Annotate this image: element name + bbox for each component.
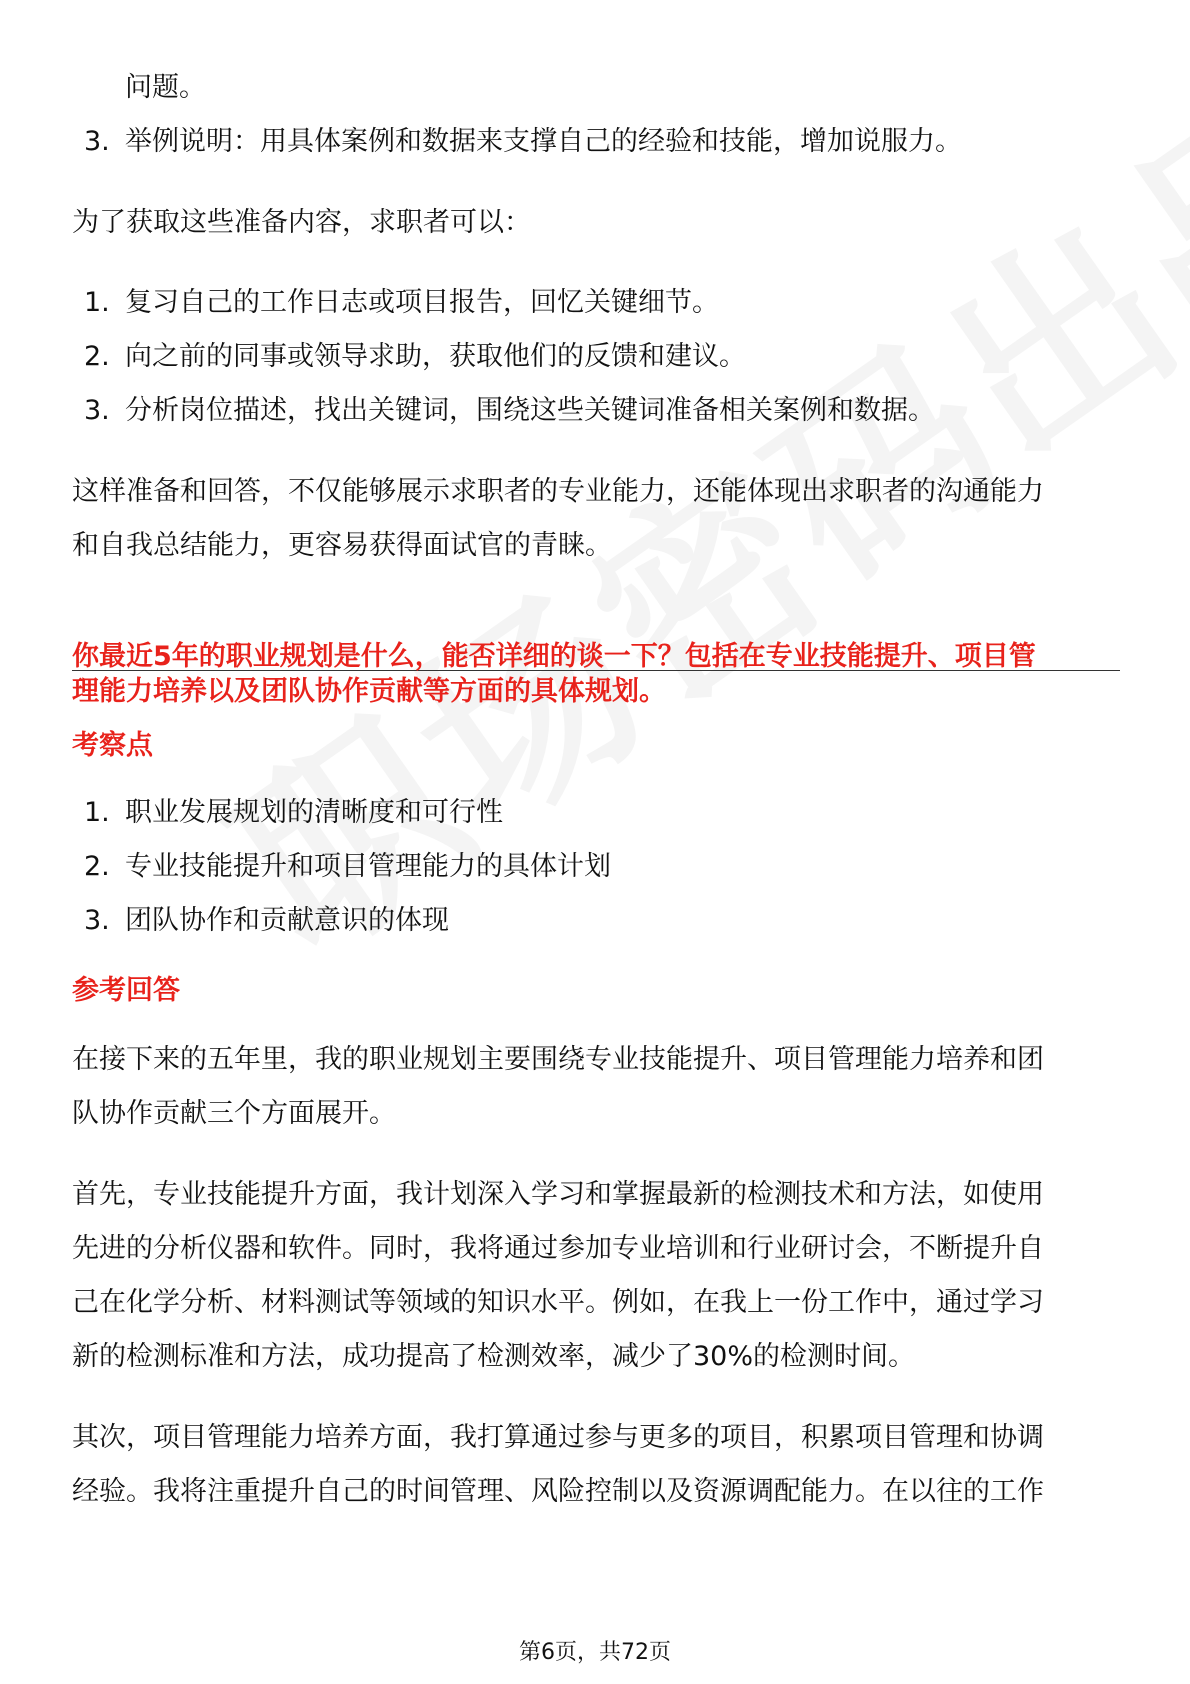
- list-number: 1.: [84, 287, 110, 318]
- list-item: [84, 124, 962, 160]
- paragraph-line: 新的检测标准和方法，成功提高了检测效率，减少了30%的检测时间。: [72, 1341, 916, 1372]
- list-item: [84, 795, 503, 831]
- list-item: [84, 849, 611, 885]
- list-number: 3.: [84, 395, 110, 426]
- paragraph-line: 先进的分析仪器和软件。同时，我将通过参加专业培训和行业研讨会，不断提升自: [72, 1233, 1044, 1264]
- list-number: 1.: [84, 797, 110, 828]
- paragraph-line: 这样准备和回答，不仅能够展示求职者的专业能力，还能体现出求职者的沟通能力: [72, 476, 1044, 507]
- answer-heading: 参考回答: [72, 975, 180, 1006]
- question-title: 理能力培养以及团队协作贡献等方面的具体规划。: [72, 676, 666, 707]
- list-item: [84, 393, 935, 429]
- paragraph-line: 己在化学分析、材料测试等领域的知识水平。例如，在我上一份工作中，通过学习: [72, 1287, 1044, 1318]
- continuation-text: 问题。: [125, 72, 206, 103]
- question-title: 你最近5年的职业规划是什么，能否详细的谈一下？包括在专业技能提升、项目管: [72, 641, 1036, 672]
- paragraph-line: 和自我总结能力，更容易获得面试官的青睐。: [72, 530, 612, 561]
- page-number: 第6页，共72页: [519, 1640, 671, 1665]
- list-item: [84, 903, 449, 939]
- list-text: 分析岗位描述，找出关键词，围绕这些关键词准备相关案例和数据。: [125, 395, 935, 426]
- check-points-heading: 考察点: [72, 730, 153, 761]
- paragraph-line: 队协作贡献三个方面展开。: [72, 1098, 396, 1129]
- paragraph-line: 其次，项目管理能力培养方面，我打算通过参与更多的项目，积累项目管理和协调: [72, 1422, 1044, 1453]
- list-item: [84, 339, 746, 375]
- paragraph-line: 首先，专业技能提升方面，我计划深入学习和掌握最新的检测技术和方法，如使用: [72, 1179, 1044, 1210]
- list-number: 2.: [84, 851, 110, 882]
- list-text: 专业技能提升和项目管理能力的具体计划: [125, 851, 611, 882]
- list-text: 向之前的同事或领导求助，获取他们的反馈和建议。: [125, 341, 746, 372]
- list-text: 复习自己的工作日志或项目报告，回忆关键细节。: [125, 287, 719, 318]
- paragraph: 为了获取这些准备内容，求职者可以：: [72, 207, 531, 238]
- list-text: 职业发展规划的清晰度和可行性: [125, 797, 503, 828]
- list-text: 举例说明：用具体案例和数据来支撑自己的经验和技能，增加说服力。: [125, 126, 962, 157]
- list-item: [84, 285, 719, 321]
- paragraph-line: 在接下来的五年里，我的职业规划主要围绕专业技能提升、项目管理能力培养和团: [72, 1044, 1044, 1075]
- list-number: 2.: [84, 341, 110, 372]
- list-text: 团队协作和贡献意识的体现: [125, 905, 449, 936]
- list-number: 3.: [84, 126, 110, 157]
- paragraph-line: 经验。我将注重提升自己的时间管理、风险控制以及资源调配能力。在以往的工作: [72, 1476, 1044, 1507]
- list-number: 3.: [84, 905, 110, 936]
